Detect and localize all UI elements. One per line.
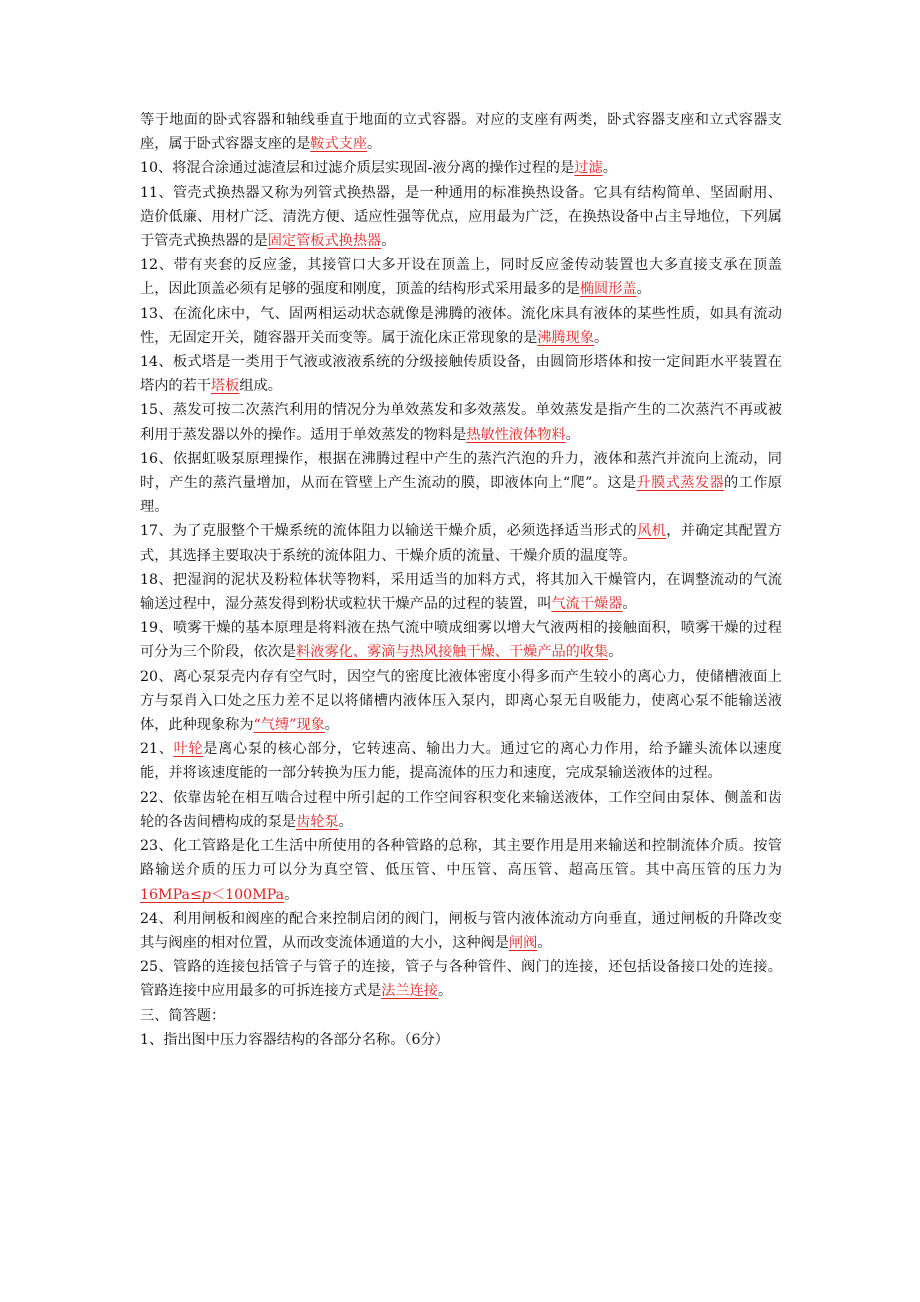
question-14: 14、板式塔是一类用于气液或液液系统的分级接触传质设备，由圆筒形塔体和按一定间距水平装置在塔内的若干塔板组成。 [140, 354, 782, 395]
answer-text: 闸阀 [508, 934, 538, 951]
answer-text: 椭圆形盖 [579, 281, 637, 298]
answer-text: 热敏性液体物料 [466, 426, 566, 443]
answer-text: 法兰连接 [381, 983, 438, 1000]
question-22: 22、依靠齿轮在相互啮合过程中所引起的工作空间容积变化来输送液体，工作空间由泵体、侧盖和齿轮的各齿间槽构成的泵是齿轮泵。 [140, 789, 782, 830]
answer-text: 气流干燥器 [551, 596, 623, 613]
question-21: 21、叶轮是离心泵的核心部分，它转速高、输出力大。通过它的离心力作用，给予罐头流体以速度能，并将该速度能的一部分转换为压力能，提高流体的压力和速度，完成泵输送液体的过程。 [140, 741, 782, 782]
answer-text: 鞍式支座 [310, 136, 368, 153]
answer-text: p [201, 886, 211, 903]
question-13: 13、在流化床中，气、固两相运动状态就像是沸腾的液体。流化床具有液体的某些性质，如具有流动性，无固定开关，随容器开关而变等。属于流化床正常现象的是沸腾现象。 [140, 305, 782, 346]
answer-text: 塔板 [210, 378, 240, 395]
short-answer-question-1: 1、指出图中压力容器结构的各部分名称。（6分） [140, 1031, 449, 1048]
question-25: 25、管路的连接包括管子与管子的连接，管子与各种管件、阀门的连接，还包括设备接口处的连接。管路连接中应用最多的可拆连接方式是法兰连接。 [140, 959, 782, 1000]
answer-text: 固定管板式换热器 [267, 233, 382, 250]
answer-text: 过滤 [574, 160, 603, 177]
question-15: 15、蒸发可按二次蒸汽利用的情况分为单效蒸发和多效蒸发。单效蒸发是指产生的二次蒸汽不再或被利用于蒸发器以外的操作。适用于单效蒸发的物料是热敏性液体物料。 [140, 402, 782, 443]
question-16: 16、依据虹吸泵原理操作，根据在沸腾过程中产生的蒸汽汽泡的升力，液体和蒸汽并流向上流动，同时，产生的蒸汽量增加，从而在管壁上产生流动的膜，即液体向上“爬”。这是升膜式蒸发器的工作原理。 [140, 450, 782, 516]
answer-text: ＜100MPa [210, 886, 285, 903]
question-24: 24、利用闸板和阀座的配合来控制启闭的阀门，闸板与管内液体流动方向垂直，通过闸板的升降改变其与阀座的相对位置，从而改变流体通道的大小，这种阀是闸阀。 [140, 910, 782, 951]
question-23: 23、化工管路是化工生活中所使用的各种管路的总称，其主要作用是用来输送和控制流体介质。按管路输送介质的压力可以分为真空管、低压管、中压管、高压管、超高压管。其中高压管的压力为16MPa≤p＜100MPa。 [140, 838, 782, 903]
answer-text: 沸腾现象 [537, 329, 595, 346]
answer-text: 16MPa≤ [140, 886, 202, 903]
paragraph-continuation: 等于地面的卧式容器和轴线垂直于地面的立式容器。对应的支座有两类，卧式容器支座和立式容器支座，属于卧式容器支座的是鞍式支座。 [140, 112, 782, 153]
answer-text: 叶轮 [173, 741, 204, 758]
answer-text: 升膜式蒸发器 [636, 475, 725, 492]
question-10: 10、将混合涂通过滤渣层和过滤介质层实现固-液分离的操作过程的是过滤。 [140, 160, 617, 177]
question-17: 17、为了克服整个干燥系统的流体阻力以输送干燥介质，必须选择适当形式的风机，并确定其配置方式，其选择主要取决于系统的流体阻力、干燥介质的流量、干燥介质的温度等。 [140, 523, 782, 564]
question-20: 20、离心泵泵壳内存有空气时，因空气的密度比液体密度小得多而产生较小的离心力，使储槽液面上方与泵肖入口处之压力差不足以将储槽内液体压入泵内，即离心泵无自吸能力，使离心泵不能输送液体，此种现象称为“气缚”现象。 [140, 668, 782, 734]
question-19: 19、喷雾干燥的基本原理是将料液在热气流中喷成细雾以增大气液两相的接触面积，喷雾干燥的过程可分为三个阶段，依次是料液雾化、雾滴与热风接触干燥、干燥产品的收集。 [140, 620, 782, 661]
answer-text: “气缚”现象 [253, 717, 325, 734]
document-page [140, 108, 782, 1052]
question-11: 11、管壳式换热器又称为列管式换热器，是一种通用的标准换热设备。它具有结构简单、坚固耐用、造价低廉、用材广泛、清洗方便、适应性强等优点，应用最为广泛，在换热设备中占主导地位，下列属于管壳式换热器的是固定管板式换热器。 [140, 184, 782, 250]
answer-text: 风机 [637, 523, 667, 540]
section-heading: 三、简答题： [140, 1007, 226, 1024]
question-12: 12、带有夹套的反应釜，其接管口大多开设在顶盖上，同时反应釜传动装置也大多直接支承在顶盖上，因此顶盖必须有足够的强度和刚度，顶盖的结构形式采用最多的是椭圆形盖。 [140, 257, 782, 298]
question-18: 18、把湿润的泥状及粉粒体状等物料，采用适当的加料方式，将其加入干燥管内，在调整流动的气流输送过程中，湿分蒸发得到粉状或粒状干燥产品的过程的装置，叫气流干燥器。 [140, 571, 782, 613]
answer-text: 齿轮泵 [296, 813, 339, 830]
answer-text: 料液雾化、雾滴与热风接触干燥、干燥产品的收集 [296, 644, 609, 661]
